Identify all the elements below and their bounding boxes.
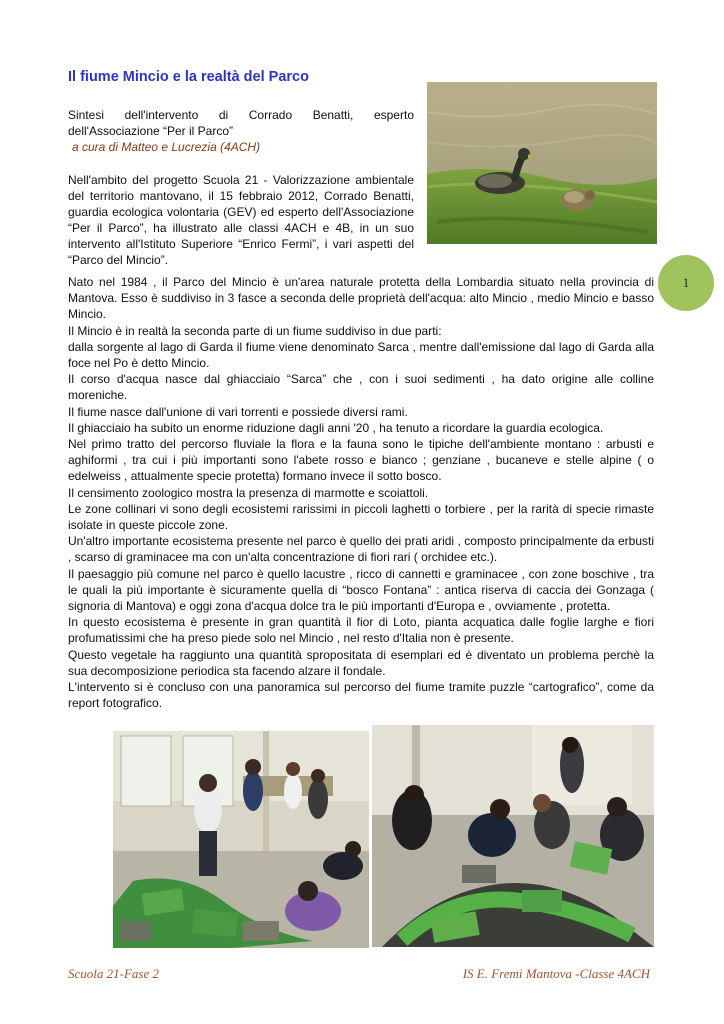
- classroom-puzzle-photo-1: [113, 731, 369, 948]
- duck-photo: [427, 82, 657, 244]
- body-paragraph: Un'altro importante ecosistema presente nel parco è quello dei prati aridi , composto principalmente da erbusti , scarso di graminacee ma con un'alta concentrazione di fiori rari ( orchidee etc.).: [68, 534, 654, 565]
- page-title: Il fiume Mincio e la realtà del Parco: [68, 69, 309, 85]
- body-paragraph: Il Mincio è in realtà la seconda parte di un fiume suddiviso in due parti:: [68, 323, 442, 338]
- body-text: [68, 274, 654, 711]
- intro-block: [68, 107, 414, 268]
- intro-paragraph: Nell'ambito del progetto Scuola 21 - Valorizzazione ambientale del territorio mantovano, il 15 febbraio 2012, Corrado Benatti, guardia ecologica volontaria (GEV) ed esperto dell'Associazione “Per il Parco”, ha illustrato alle classi 4ACH e 4B, in un suo intervento all'Istituto Superiore “Enrico Fermi”, i vari aspetti del “Parco del Mincio”.: [68, 173, 414, 267]
- intro-spacer: [68, 155, 414, 172]
- body-paragraph: dalla sorgente al lago di Garda il fiume viene denominato Sarca , mentre dall'emissione dal lago di Garda alla foce nel Po è detto Mincio.: [68, 339, 654, 371]
- classroom-puzzle-photo-2: [372, 725, 654, 947]
- body-paragraph: Il paesaggio più comune nel parco è quello lacustre , ricco di cannetti e graminacee , con zone boschive , tra le quali la più importante è sicuramente quella di “bosco Fontana” : antica riserva di caccia dei Gonzaga ( signoria di Mantova) e oggi zona d'acqua dolce tra le più importanti d'Europa e , ovviamente , protetta.: [68, 566, 654, 614]
- footer-right: IS E. Fremi Mantova -Classe 4ACH: [462, 966, 650, 981]
- intro-author-line: Sintesi dell'intervento di Corrado Benatti, esperto dell'Associazione “Per il Parco”: [68, 108, 414, 138]
- footer-left: Scuola 21-Fase 2: [68, 966, 159, 981]
- body-paragraph: Nato nel 1984 , il Parco del Mincio è un'area naturale protetta della Lombardia situato nella provincia di Mantova. Esso è suddiviso in 3 fasce a seconda delle proprietà dell'acqua: alto Mincio , medio Mincio e basso Mincio.: [68, 275, 654, 322]
- body-paragraph: Nel primo tratto del percorso fluviale la flora e la fauna sono le tipiche dell'ambiente montano : arbusti e aghiformi , tra cui i più importanti sono l'abete rosso e bianco ; genziane , bucaneve e stelle alpine ( o edelweiss , attualmente specie protetta) formano invece il sotto bosco.: [68, 437, 654, 484]
- body-paragraph: Questo vegetale ha raggiunto una quantità spropositata di esemplari ed è diventato un problema perchè la sua decomposizione periodica sta facendo alzare il fondale.: [68, 647, 654, 678]
- intro-editors-line: a cura di Matteo e Lucrezia (4ACH): [72, 140, 261, 154]
- body-paragraph: Le zone collinari vi sono degli ecosistemi rarissimi in piccoli laghetti o torbiere , per la rarità di specie rimaste isolate in queste piccole zone.: [68, 501, 654, 533]
- body-paragraph: In questo ecosistema è presente in gran quantità il fior di Loto, pianta acquatica dalle foglie larghe e fiori profumatissimi che ha preso piede solo nel Mincio , nel resto d'Italia non è presente.: [68, 615, 654, 646]
- body-paragraph: L'intervento si è concluso con una panoramica sul percorso del fiume tramite puzzle “cartografico”, come da report fotografico.: [68, 680, 654, 711]
- body-paragraph: Il censimento zoologico mostra la presenza di marmotte e scoiattoli.: [68, 485, 429, 500]
- body-paragraph: Il fiume nasce dall'unione di vari torrenti e possiede diversi rami.: [68, 404, 408, 419]
- body-paragraph: Il ghiacciaio ha subito un enorme riduzione dagli anni '20 , ha tenuto a ricordare la guardia ecologica.: [68, 420, 604, 435]
- page-number-badge: 1: [658, 255, 714, 311]
- body-paragraph: Il corso d'acqua nasce dal ghiacciaio “Sarca” che , con i suoi sedimenti , ha dato origine alle colline moreniche.: [68, 372, 654, 403]
